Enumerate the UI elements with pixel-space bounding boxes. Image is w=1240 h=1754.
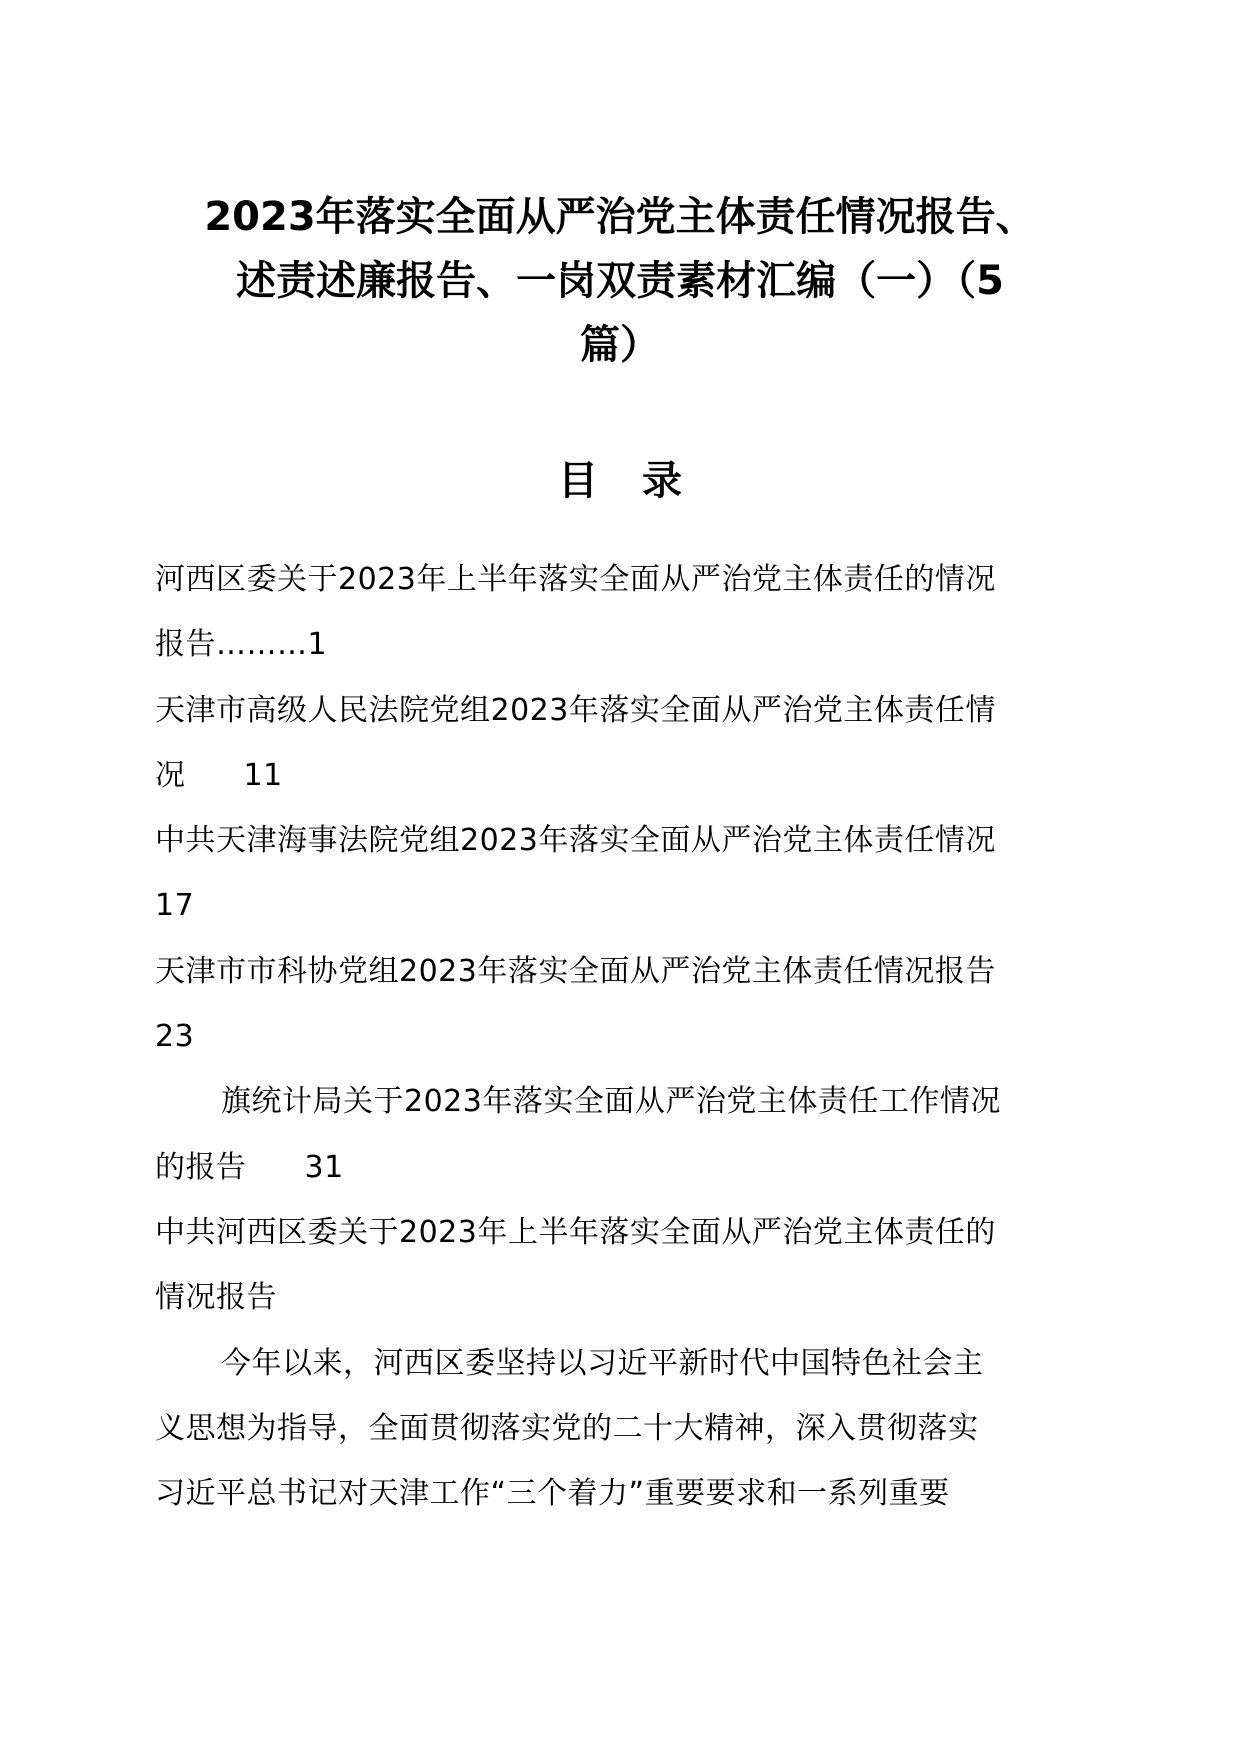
toc-entry[interactable] (155, 547, 1085, 678)
paragraph-line: 今年以来，河西区委坚持以习近平新时代中国特色社会主 (221, 1345, 984, 1381)
toc-entry[interactable] (155, 1069, 1085, 1200)
toc-page-number: 23 (155, 1019, 195, 1055)
toc-and-body (155, 547, 1085, 1526)
toc-entry-title-cont: 的报告 (155, 1149, 247, 1185)
toc-page-number: 31 (304, 1149, 344, 1185)
toc-page-number: 17 (155, 888, 195, 924)
toc-entry-title: 天津市市科协党组2023年落实全面从严治党主体责任情况报告 (155, 953, 996, 989)
toc-entry-continuation (155, 873, 1085, 938)
toc-entry[interactable] (155, 678, 1085, 809)
toc-entry-title-cont: 报告……… (155, 627, 308, 663)
toc-entry-title: 天津市高级人民法院党组2023年落实全面从严治党主体责任情 (155, 692, 996, 728)
title-line: 篇） (580, 322, 660, 368)
toc-entry[interactable] (155, 808, 1085, 939)
toc-entry-continuation (155, 1135, 1085, 1200)
paragraph-line: 习近平总书记对天津工作“三个着力”重要要求和一系列重要 (155, 1476, 950, 1512)
article-title (155, 1200, 1085, 1331)
article-title-line: 中共河西区委关于2023年上半年落实全面从严治党主体责任的 (155, 1214, 996, 1250)
toc-entry-title: 中共天津海事法院党组2023年落实全面从严治党主体责任情况 (155, 823, 996, 859)
document-title (150, 185, 1090, 377)
toc-entry-title: 旗统计局关于2023年落实全面从严治党主体责任工作情况 (221, 1084, 1001, 1120)
paragraph-line: 义思想为指导，全面贯彻落实党的二十大精神，深入贯彻落实 (155, 1410, 979, 1446)
toc-entry-continuation (155, 743, 1085, 808)
toc-page-number: 11 (243, 757, 283, 793)
title-line: 述责述廉报告、一岗双责素材汇编（一）（5 (236, 258, 1004, 304)
toc-entry-continuation (155, 612, 1085, 677)
toc-heading: 目录 (558, 458, 726, 504)
title-line: 2023年落实全面从严治党主体责任情况报告、 (204, 194, 1036, 240)
toc-entry-title: 河西区委关于2023年上半年落实全面从严治党主体责任的情况 (155, 562, 996, 597)
toc-entry-continuation (155, 1004, 1085, 1069)
article-paragraph (155, 1331, 1085, 1527)
toc-page-number: 1 (307, 627, 328, 663)
article-title-line: 情况报告 (155, 1280, 277, 1316)
toc-entry-title-cont: 况 (155, 757, 186, 793)
toc-entry[interactable] (155, 939, 1085, 1070)
